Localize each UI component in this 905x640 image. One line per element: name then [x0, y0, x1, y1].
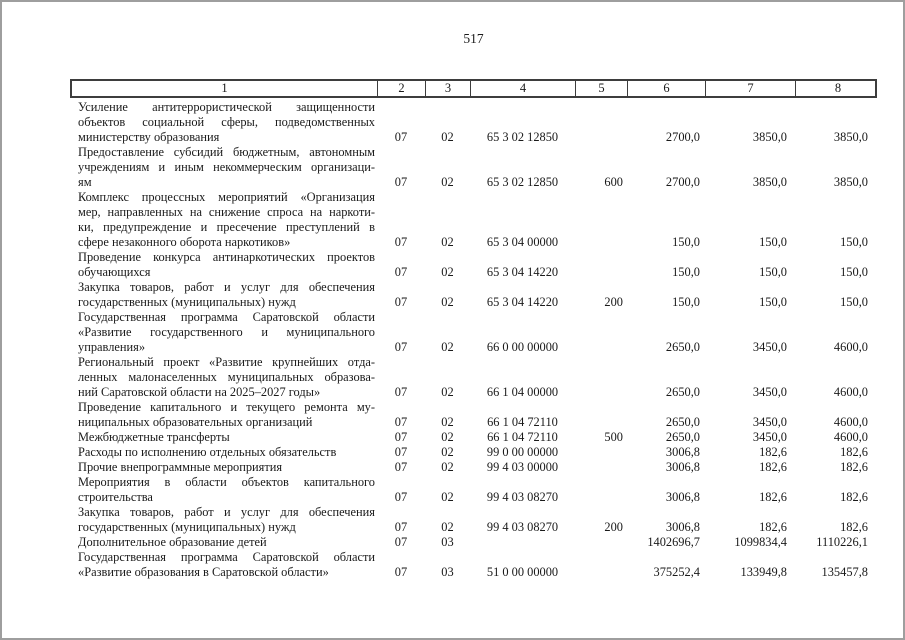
row-text-line: Прочие внепрограммные мероприятия [78, 460, 283, 474]
section-code-cell: 07 [394, 340, 408, 354]
target-article-code-cell: 99 0 00 00000 [486, 445, 559, 459]
row-name-cell [70, 535, 377, 550]
subsection-code-cell: 02 [441, 445, 454, 459]
section-code-cell: 07 [394, 430, 408, 444]
amount-year1-cell: 375252,4 [653, 565, 700, 579]
row-text-line: ленных малонаселенных муниципальных образова- [78, 370, 375, 384]
amount-year3-cell: 4600,0 [833, 340, 868, 354]
subsection-code-cell: 02 [441, 520, 454, 534]
amount-year3-cell: 4600,0 [833, 385, 868, 399]
amount-year1-cell: 2650,0 [665, 415, 700, 429]
expense-type-code-cell: 200 [604, 520, 623, 534]
table-row [70, 280, 877, 310]
amount-year3-cell: 150,0 [840, 235, 868, 249]
section-code-cell: 07 [394, 235, 408, 249]
row-name-cell [70, 445, 377, 460]
amount-year3-cell: 182,6 [840, 460, 868, 474]
amount-year2-cell: 3450,0 [752, 415, 787, 429]
amount-year2-cell: 150,0 [759, 295, 787, 309]
amount-year1-cell: 150,0 [672, 265, 700, 279]
subsection-code-cell: 02 [441, 415, 454, 429]
row-text-line: Государственная программа Саратовской области [78, 550, 375, 564]
target-article-code-cell: 66 0 00 00000 [486, 340, 559, 354]
amount-year3-cell: 150,0 [840, 265, 868, 279]
row-text-line: Государственная программа Саратовской области [78, 310, 375, 324]
amount-year3-cell: 182,6 [840, 490, 868, 504]
expense-type-code-cell: 500 [604, 430, 623, 444]
table-row [70, 430, 877, 445]
amount-year2-cell: 150,0 [759, 265, 787, 279]
section-code-cell: 07 [394, 265, 408, 279]
target-article-code-cell: 99 4 03 08270 [486, 520, 559, 534]
target-article-code-cell: 99 4 03 08270 [486, 490, 559, 504]
subsection-code-cell: 02 [441, 175, 454, 189]
table-row [70, 100, 877, 145]
table-row [70, 475, 877, 505]
amount-year1-cell: 2700,0 [665, 175, 700, 189]
subsection-code-cell: 02 [441, 295, 454, 309]
amount-year3-cell: 4600,0 [833, 430, 868, 444]
row-text-line: сфере незаконного оборота наркотиков» [78, 235, 291, 249]
row-text-line: Региональный проект «Развитие крупнейших отда- [78, 355, 375, 369]
row-name-cell [70, 310, 377, 355]
row-name-cell [70, 100, 377, 145]
column-header-3: 3 [425, 81, 470, 96]
section-code-cell: 07 [394, 565, 408, 579]
target-article-code-cell: 66 1 04 00000 [486, 385, 559, 399]
row-text-line: Дополнительное образование детей [78, 535, 267, 549]
row-text-line: ниципальных образовательных организаций [78, 415, 313, 429]
target-article-code-cell: 65 3 04 14220 [486, 265, 559, 279]
row-text-line: Проведение капитального и текущего ремонта му- [78, 400, 375, 414]
table-row [70, 460, 877, 475]
amount-year3-cell: 182,6 [840, 445, 868, 459]
amount-year1-cell: 2700,0 [665, 130, 700, 144]
column-header-1: 1 [221, 81, 228, 95]
section-code-cell: 07 [394, 175, 408, 189]
amount-year3-cell: 150,0 [840, 295, 868, 309]
row-text-line: строительства [78, 490, 153, 504]
subsection-code-cell: 02 [441, 235, 454, 249]
table-row [70, 355, 877, 400]
target-article-code-cell: 51 0 00 00000 [486, 565, 559, 579]
subsection-code-cell: 02 [441, 430, 454, 444]
amount-year2-cell: 182,6 [759, 520, 787, 534]
row-name-cell [70, 355, 377, 400]
expense-type-code-cell: 200 [604, 295, 623, 309]
amount-year3-cell: 3850,0 [833, 130, 868, 144]
row-text-line: Закупка товаров, работ и услуг для обеспечения [78, 505, 375, 519]
amount-year2-cell: 3450,0 [752, 385, 787, 399]
row-name-cell [70, 430, 377, 445]
row-name-cell [70, 460, 377, 475]
row-name-cell [70, 280, 377, 310]
amount-year1-cell: 3006,8 [665, 445, 700, 459]
column-header-8: 8 [795, 81, 880, 96]
table-row [70, 145, 877, 190]
amount-year3-cell: 4600,0 [833, 415, 868, 429]
amount-year2-cell: 182,6 [759, 490, 787, 504]
row-text-line: учреждениям и иным некоммерческим организаци- [78, 160, 375, 174]
column-header-5: 5 [575, 81, 627, 96]
row-text-line: Расходы по исполнению отдельных обязательств [78, 445, 337, 459]
row-text-line: ям [78, 175, 92, 189]
amount-year2-cell: 133949,8 [740, 565, 787, 579]
table-header-row [70, 79, 877, 98]
row-text-line: обучающихся [78, 265, 151, 279]
section-code-cell: 07 [394, 490, 408, 504]
row-text-line: ки, предупреждение и пресечение преступлений в [78, 220, 375, 234]
section-code-cell: 07 [394, 520, 408, 534]
row-name-cell [70, 250, 377, 280]
amount-year1-cell: 2650,0 [665, 340, 700, 354]
row-name-cell [70, 550, 377, 580]
amount-year2-cell: 3450,0 [752, 430, 787, 444]
amount-year3-cell: 3850,0 [833, 175, 868, 189]
column-header-6: 6 [627, 81, 705, 96]
amount-year2-cell: 3450,0 [752, 340, 787, 354]
amount-year1-cell: 150,0 [672, 295, 700, 309]
subsection-code-cell: 02 [441, 340, 454, 354]
row-text-line: государственных (муниципальных) нужд [78, 295, 296, 309]
target-article-code-cell: 65 3 02 12850 [486, 175, 559, 189]
section-code-cell: 07 [394, 415, 408, 429]
row-text-line: «Развитие образования в Саратовской области» [78, 565, 329, 579]
target-article-code-cell: 65 3 04 00000 [486, 235, 559, 249]
table-row [70, 505, 877, 535]
row-text-line: государственных (муниципальных) нужд [78, 520, 296, 534]
expense-type-code-cell: 600 [604, 175, 623, 189]
section-code-cell: 07 [394, 295, 408, 309]
amount-year3-cell: 182,6 [840, 520, 868, 534]
column-header-2: 2 [377, 81, 425, 96]
row-text-line: Проведение конкурса антинаркотических проектов [78, 250, 375, 264]
budget-table [70, 79, 877, 580]
row-name-cell [70, 190, 377, 250]
column-header-7: 7 [705, 81, 795, 96]
table-row [70, 400, 877, 430]
section-code-cell: 07 [394, 535, 408, 549]
row-text-line: Мероприятия в области объектов капитального [78, 475, 375, 489]
row-text-line: мер, направленных на снижение спроса на наркоти- [78, 205, 375, 219]
row-text-line: Комплекс процессных мероприятий «Организация [78, 190, 375, 204]
row-text-line: ний Саратовской области на 2025–2027 годы» [78, 385, 321, 399]
table-row [70, 445, 877, 460]
amount-year3-cell: 1110226,1 [816, 535, 868, 549]
subsection-code-cell: 03 [441, 535, 454, 549]
section-code-cell: 07 [394, 445, 408, 459]
row-text-line: Закупка товаров, работ и услуг для обеспечения [78, 280, 375, 294]
subsection-code-cell: 03 [441, 565, 454, 579]
table-row [70, 535, 877, 550]
section-code-cell: 07 [394, 460, 408, 474]
table-row [70, 310, 877, 355]
table-body [70, 98, 877, 580]
amount-year1-cell: 3006,8 [665, 490, 700, 504]
amount-year1-cell: 2650,0 [665, 385, 700, 399]
amount-year2-cell: 1099834,4 [734, 535, 787, 549]
row-text-line: Предоставление субсидий бюджетным, автономным [78, 145, 375, 159]
amount-year2-cell: 3850,0 [752, 130, 787, 144]
amount-year2-cell: 182,6 [759, 460, 787, 474]
target-article-code-cell: 65 3 02 12850 [486, 130, 559, 144]
target-article-code-cell: 99 4 03 00000 [486, 460, 559, 474]
subsection-code-cell: 02 [441, 490, 454, 504]
row-text-line: «Развитие государственного и муниципального [78, 325, 375, 339]
table-row [70, 250, 877, 280]
target-article-code-cell: 66 1 04 72110 [487, 415, 558, 429]
column-header-4: 4 [470, 81, 575, 96]
amount-year3-cell: 135457,8 [821, 565, 868, 579]
table-row [70, 190, 877, 250]
amount-year1-cell: 3006,8 [665, 460, 700, 474]
amount-year2-cell: 3850,0 [752, 175, 787, 189]
subsection-code-cell: 02 [441, 460, 454, 474]
amount-year1-cell: 150,0 [672, 235, 700, 249]
section-code-cell: 07 [394, 385, 408, 399]
row-name-cell [70, 505, 377, 535]
amount-year2-cell: 182,6 [759, 445, 787, 459]
amount-year1-cell: 2650,0 [665, 430, 700, 444]
row-text-line: Усиление антитеррористической защищенности [78, 100, 375, 114]
row-name-cell [70, 475, 377, 505]
row-text-line: управления» [78, 340, 146, 354]
row-name-cell [70, 145, 377, 190]
row-text-line: министерству образования [78, 130, 220, 144]
amount-year1-cell: 1402696,7 [647, 535, 700, 549]
row-name-cell [70, 400, 377, 430]
target-article-code-cell: 65 3 04 14220 [486, 295, 559, 309]
subsection-code-cell: 02 [441, 130, 454, 144]
row-text-line: Межбюджетные трансферты [78, 430, 230, 444]
amount-year2-cell: 150,0 [759, 235, 787, 249]
section-code-cell: 07 [394, 130, 408, 144]
subsection-code-cell: 02 [441, 385, 454, 399]
subsection-code-cell: 02 [441, 265, 454, 279]
table-row [70, 550, 877, 580]
page-number: 517 [463, 31, 484, 46]
target-article-code-cell: 66 1 04 72110 [487, 430, 558, 444]
row-text-line: объектов социальной сферы, подведомственных [78, 115, 375, 129]
amount-year1-cell: 3006,8 [665, 520, 700, 534]
